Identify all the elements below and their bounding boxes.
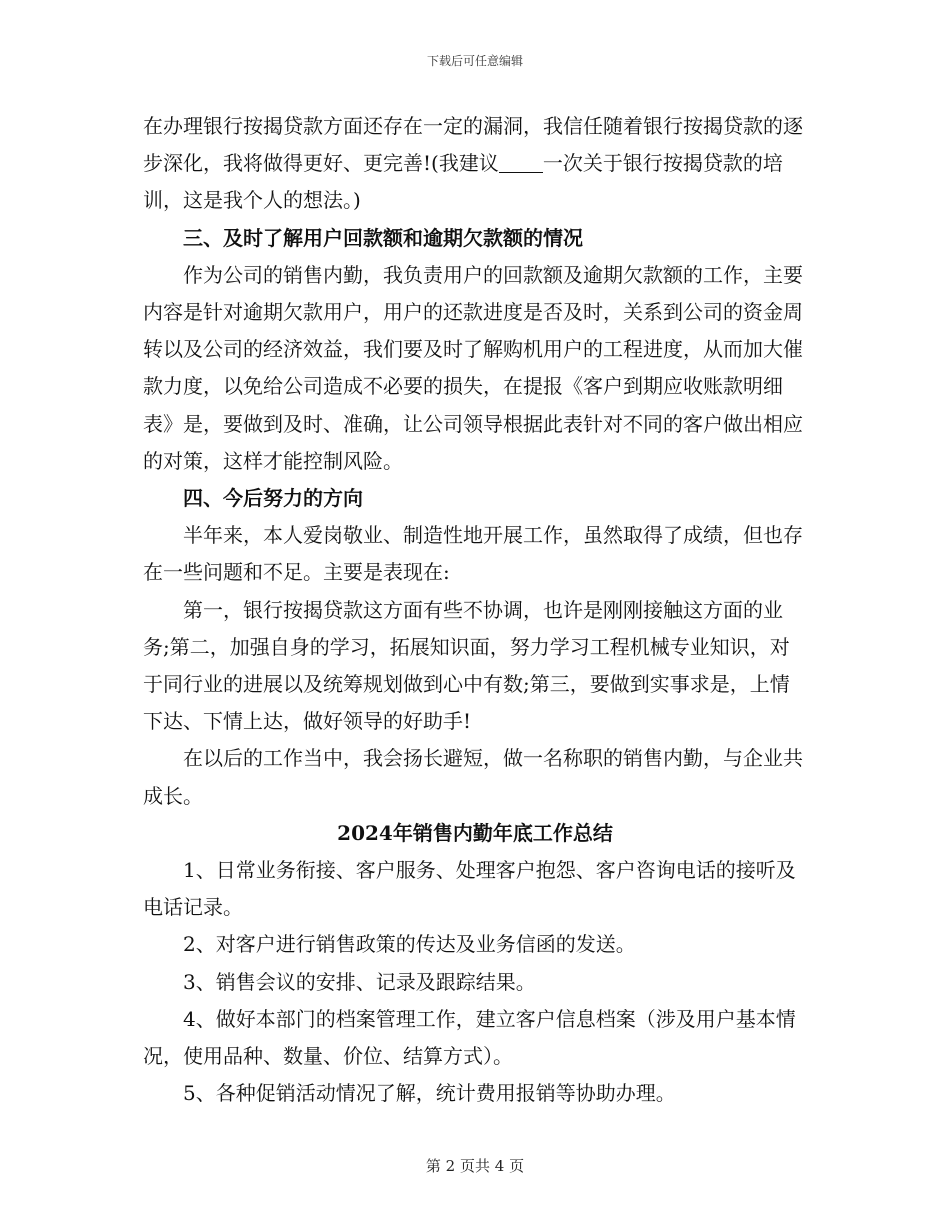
- paragraph-half-year: 半年来，本人爱岗敬业、制造性地开展工作，虽然取得了成绩，但也存在一些问题和不足。主要是表现在:: [143, 523, 803, 585]
- paragraph-text: 在办理银行按揭贷款方面还存在一定的漏洞，我信任随着银行按揭贷款的逐步深化，我将做得更好、更完善!(我建议: [143, 114, 803, 176]
- list-item: 4、做好本部门的档案管理工作，建立客户信息档案（涉及用户基本情况，使用品种、数量、价位、结算方式）。: [143, 1006, 796, 1069]
- page-header: 下载后可任意编辑: [426, 54, 523, 68]
- document-title: 2024年销售内勤年底工作总结: [337, 820, 613, 845]
- paragraph-future: 在以后的工作当中，我会扬长避短，做一名称职的销售内勤，与企业共成长。: [143, 746, 803, 808]
- list-item: 1、日常业务衔接、客户服务、处理客户抱怨、客户咨询电话的接听及电话记录。: [143, 858, 796, 920]
- section-heading-4: 四、今后努力的方向: [183, 486, 363, 511]
- document-body: [143, 108, 807, 1112]
- list-item: 2、对客户进行销售政策的传达及业务信函的发送。: [183, 932, 636, 957]
- paragraph-loan-continuation: [143, 108, 807, 220]
- paragraph-payment-tracking: 作为公司的销售内勤，我负责用户的回款额及逾期欠款额的工作，主要内容是针对逾期欠款用户，用户的还款进度是否及时，关系到公司的资金周转以及公司的经济效益，我们要及时了解购机用户的工程进度，从而加大催款力度，以免给公司造成不必要的损失，在提报《客户到期应收账款明细表》是，要做到及时、准确，让公司领导根据此表针对不同的客户做出相应的对策，这样才能控制风险。: [143, 262, 803, 473]
- paragraph-text: 一次关于银行按揭贷款的培训，这是我个人的想法。): [143, 151, 783, 213]
- list-item: 3、销售会议的安排、记录及跟踪结果。: [183, 969, 536, 994]
- page-footer: 第 2 页共 4 页: [425, 1157, 525, 1175]
- section-heading-3: 三、及时了解用户回款额和逾期欠款额的情况: [183, 225, 583, 250]
- list-item: 5、各种促销活动情况了解，统计费用报销等协助办理。: [183, 1081, 676, 1106]
- fill-in-blank: [499, 152, 543, 173]
- paragraph-shortcomings: 第一，银行按揭贷款这方面有些不协调，也许是刚刚接触这方面的业务;第二，加强自身的学习，拓展知识面，努力学习工程机械专业知识，对于同行业的进展以及统筹规划做到心中有数;第三，要做到实事求是，上情下达、下情上达，做好领导的好助手!: [143, 597, 790, 734]
